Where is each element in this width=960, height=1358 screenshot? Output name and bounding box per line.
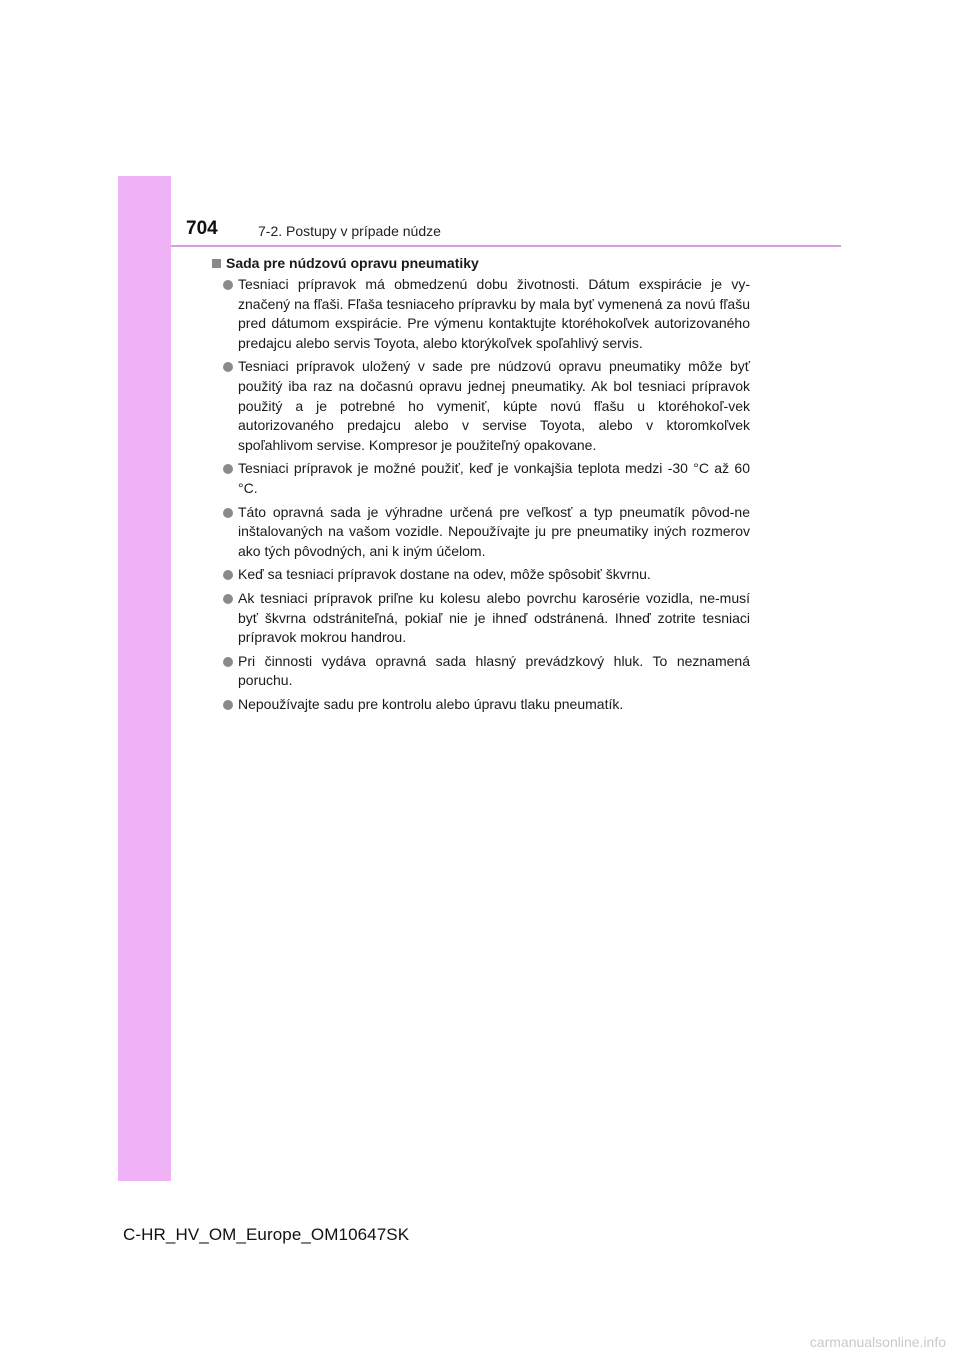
chapter-side-band (118, 176, 171, 1181)
list-item (211, 459, 750, 498)
list-item (211, 503, 750, 562)
page-content (211, 252, 750, 714)
list-item (211, 652, 750, 691)
header-divider (171, 245, 841, 247)
list-item (211, 589, 750, 648)
document-code: C-HR_HV_OM_Europe_OM10647SK (123, 1225, 410, 1244)
square-bullet-icon (212, 259, 221, 268)
section-heading (211, 252, 750, 274)
list-item-text: Tesniaci prípravok uložený v sade pre núdzovú opravu pneumatiky môže byť použitý iba raz na dočasnú opravu jednej pneumatiky. Ak bol tesniaci prípravok použitý a je potrebné ho vymeniť, kúpte novú fľašu u ktoréhokoľ-vek autorizovaného predajcu alebo v servise Toyota, alebo v ktoromkoľvek spoľahlivom servise. Kompresor je použiteľný opakovane. (238, 358, 750, 453)
chapter-title: 7-2. Postupy v prípade núdze (258, 223, 441, 239)
list-item-text: Tesniaci prípravok je možné použiť, keď je vonkajšia teplota medzi -30 °C až 60 °C. (238, 460, 750, 496)
circle-bullet-icon (223, 594, 233, 604)
circle-bullet-icon (223, 508, 233, 518)
circle-bullet-icon (223, 570, 233, 580)
circle-bullet-icon (223, 280, 233, 290)
list-item (211, 275, 750, 353)
list-item (211, 357, 750, 455)
circle-bullet-icon (223, 464, 233, 474)
list-item (211, 695, 750, 715)
page-number: 704 (186, 218, 218, 239)
circle-bullet-icon (223, 362, 233, 372)
section-heading-text: Sada pre núdzovú opravu pneumatiky (226, 255, 479, 271)
circle-bullet-icon (223, 700, 233, 710)
list-item (211, 565, 750, 585)
watermark: carmanualsonline.info (809, 1334, 946, 1350)
list-item-text: Tesniaci prípravok má obmedzenú dobu životnosti. Dátum exspirácie je vy-značený na fľaši. Fľaša tesniaceho prípravku by mala byť vymenená za novú fľašu pred dátumom exspirácie. Pre výmenu kontaktujte ktoréhokoľvek autorizovaného predajcu alebo servis Toyota, alebo ktorýkoľvek spoľahlivý servis. (238, 276, 750, 351)
circle-bullet-icon (223, 657, 233, 667)
list-item-text: Pri činnosti vydáva opravná sada hlasný prevádzkový hluk. To neznamená poruchu. (238, 652, 750, 689)
list-item-text: Keď sa tesniaci prípravok dostane na odev, môže spôsobiť škvrnu. (238, 566, 651, 583)
list-item-text: Ak tesniaci prípravok priľne ku kolesu alebo povrchu karosérie vozidla, ne-musí byť škvrna odstrániteľná, pokiaľ nie je ihneď odstránená. Ihneď zotrite tesniaci prípravok mokrou handrou. (238, 589, 750, 646)
bullet-list (211, 275, 750, 714)
list-item-text: Táto opravná sada je výhradne určená pre veľkosť a typ pneumatík pôvod-ne inštalovaných na vašom vozidle. Nepoužívajte ju pre pneumatiky iných rozmerov ako tých pôvodných, ani k iným účelom. (238, 503, 750, 559)
list-item-text: Nepoužívajte sadu pre kontrolu alebo úpravu tlaku pneumatík. (238, 695, 624, 712)
